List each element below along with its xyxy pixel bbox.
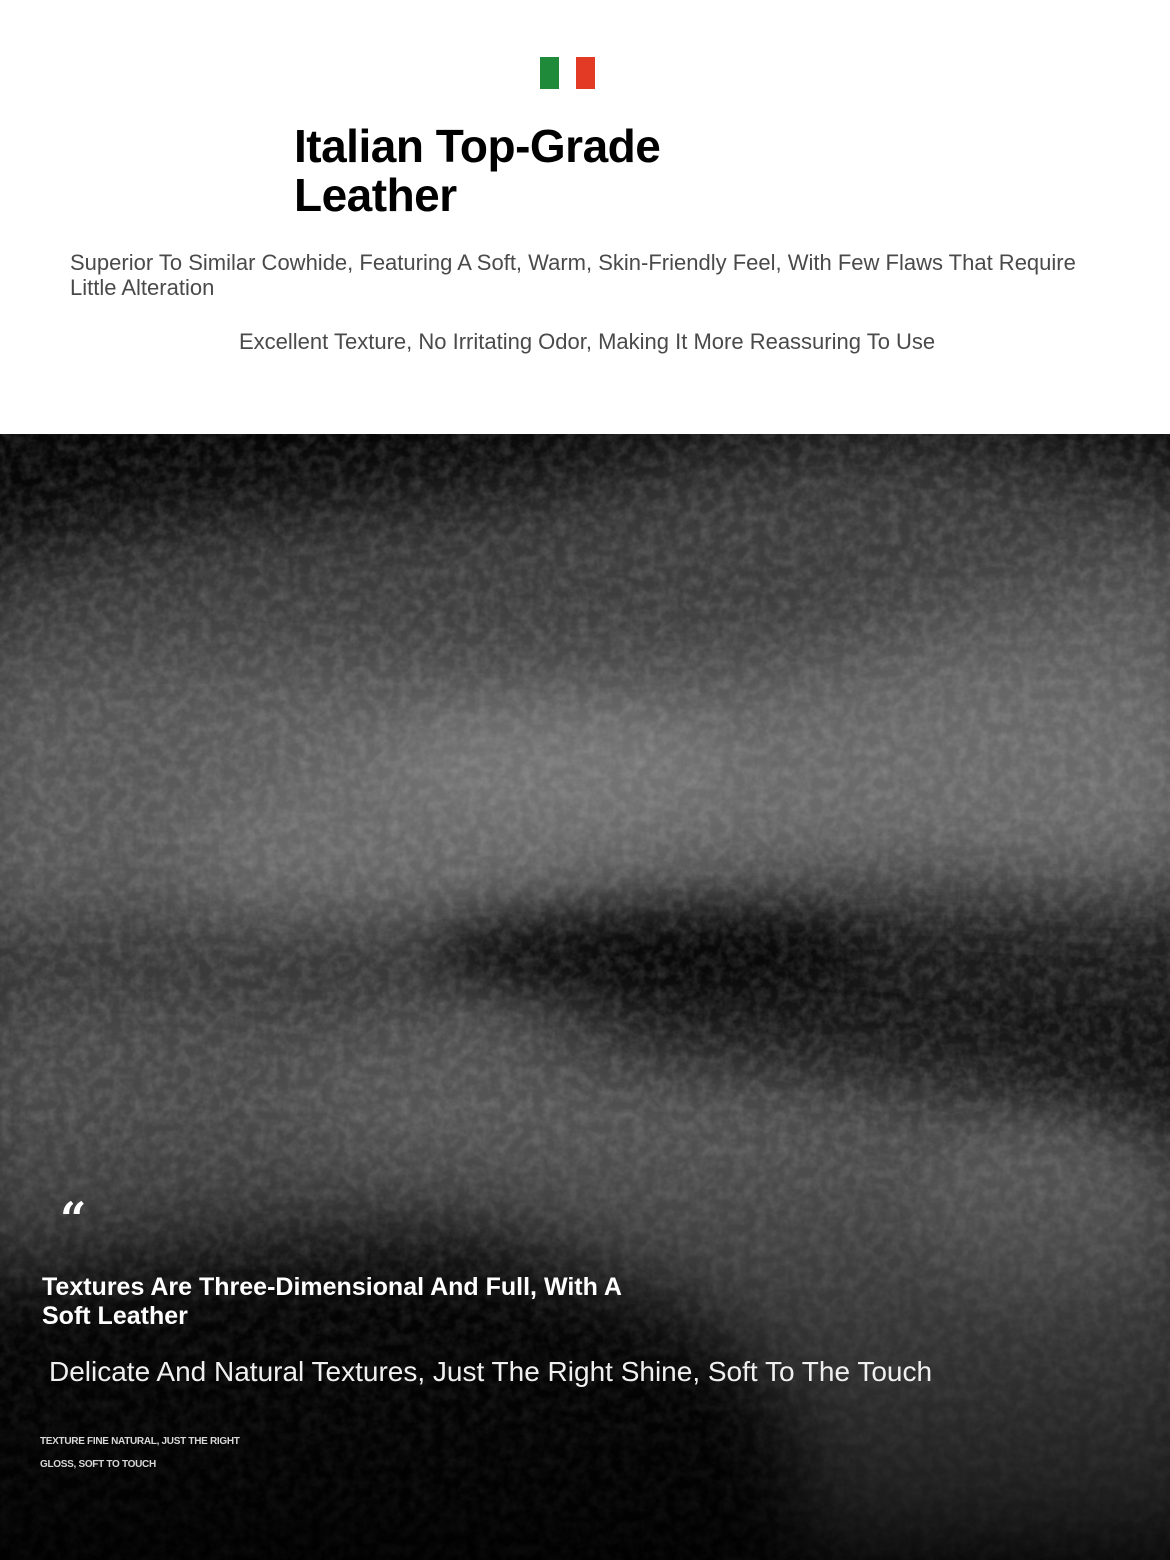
page-title: Italian Top-Grade Leather xyxy=(294,120,661,221)
flag-white-band xyxy=(559,57,576,89)
subtitle-texture: Excellent Texture, No Irritating Odor, Making It More Reassuring To Use xyxy=(239,329,936,354)
flag-green-band xyxy=(540,57,559,89)
quote-mark-icon: “ xyxy=(60,1192,87,1246)
feature-description: Delicate And Natural Textures, Just The Right Shine, Soft To The Touch xyxy=(49,1356,933,1387)
leather-photo xyxy=(0,434,1170,1560)
feature-caption: TEXTURE FINE NATURAL, JUST THE RIGHT GLOSS, SOFT TO TOUCH xyxy=(40,1436,240,1470)
italian-flag-icon xyxy=(540,57,595,89)
flag-red-band xyxy=(576,57,595,89)
feature-heading: Textures Are Three-Dimensional And Full, With A Soft Leather xyxy=(42,1273,622,1330)
header-section xyxy=(0,0,1170,434)
subtitle-quality: Superior To Similar Cowhide, Featuring A Soft, Warm, Skin-Friendly Feel, With Few Flaws That Require Little Alteration xyxy=(70,250,1076,300)
leather-texture-image xyxy=(0,434,1170,1560)
